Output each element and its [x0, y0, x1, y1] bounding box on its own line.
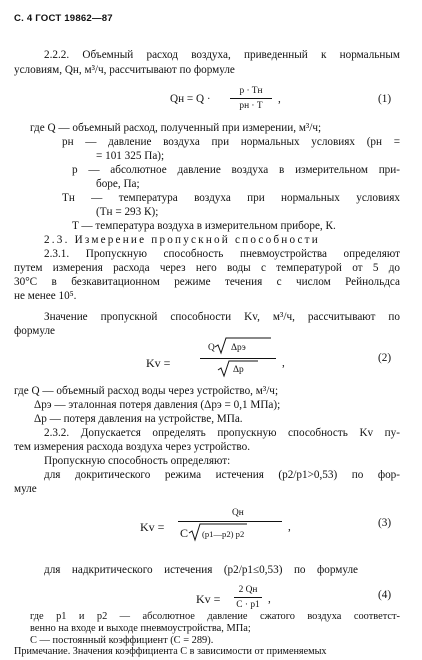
note-text-1: Примечание. Значения коэффициента C в зависимости от применяемых [14, 646, 327, 657]
where1-line: pн — давление воздуха при нормальных условиях (pн = [62, 136, 400, 148]
formula-3-denominator-c: C [180, 526, 189, 540]
s232-line: 2.3.2. Допускается определять пропускную способность Kv пу- [44, 427, 400, 439]
kv-intro-line: формуле [14, 325, 55, 337]
formula-2-lhs: Kv = [146, 356, 171, 370]
formula-1-numerator: p · Tн [239, 86, 263, 96]
s222-line1: 2.2.2. Объемный расход воздуха, приведенный к нормальным [44, 49, 400, 61]
formula-1-fraction [228, 84, 274, 114]
formula-2-number: (2) [378, 352, 392, 364]
formula-1-number: (1) [378, 93, 392, 105]
where1-line: p — абсолютное давление воздуха в измерительном при- [72, 164, 400, 176]
radical-sign-icon [215, 336, 275, 354]
where4-line: C — постоянный коэффициент (C = 289). [30, 635, 214, 646]
s232-line: муле [14, 483, 37, 495]
kv-intro-line: Значение пропускной способности Kv, м³/ч, рассчитывают по [44, 311, 400, 323]
s231-line: не менее 10⁵. [14, 290, 77, 302]
s232-line: Пропускную способность определяют: [44, 455, 231, 467]
s231-line: 30°С в безкавитационном режиме течения с числом Рейнольдса [14, 276, 400, 288]
formula-3-tail: , [288, 521, 291, 533]
formula-4-number: (4) [378, 589, 392, 601]
s232-line: тем измерения расхода воздуха через устройство. [14, 441, 250, 453]
formula-3-denominator-radicand: (p1—p2) p2 [202, 529, 245, 539]
formula-1-lhs: Qн = Q · [170, 93, 211, 105]
s231-line: 2.3.1. Пропускную способность пневмоустройства определяют [44, 248, 400, 260]
formula-3-numerator: Qн [232, 508, 244, 518]
s232-line: для докритического режима истечения (p2/p1>0,53) по фор- [44, 469, 400, 481]
s231-line: путем измерения расхода через него воды с температурой от 5 до [14, 262, 400, 274]
formula-1-tail: , [278, 93, 281, 105]
where2-line: Δpэ — эталонная потеря давления (Δpэ = 0,1 МПа); [34, 399, 281, 411]
formula-3-number: (3) [378, 517, 392, 529]
formula-2-numerator-q: Q [208, 343, 215, 353]
where2-line: где Q — объемный расход воды через устройство, м³/ч; [14, 385, 279, 397]
s222-line2: условиям, Qн, м³/ч, рассчитывают по формуле [14, 64, 235, 76]
note-line [14, 646, 406, 658]
where1-line: = 101 325 Па); [96, 150, 165, 162]
formula-2-denominator-radicand: Δp [233, 365, 244, 375]
where2-line: Δp — потеря давления на устройстве, МПа. [34, 413, 243, 425]
formula-4-tail: , [268, 593, 271, 605]
section-2-3-heading: 2.3. Измерение пропускной способности [44, 234, 320, 246]
standard-id: ГОСТ 19862—87 [35, 13, 113, 24]
page-number: С. 4 [14, 13, 33, 24]
formula-4-numerator: 2 Qн [238, 585, 258, 595]
formula-3-lhs: Kv = [140, 520, 165, 534]
where4-line: венно на входе и выходе пневмоустройства, МПа; [30, 623, 251, 634]
formula-2-numerator-radicand: Δpэ [231, 343, 246, 353]
formula-2-tail: , [282, 357, 285, 369]
where1-line: T — температура воздуха в измерительном приборе, К. [72, 220, 336, 232]
formula-4-lhs: Kv = [196, 592, 221, 606]
formula-4-denominator: C · p1 [236, 600, 260, 611]
where1-line: (Tн = 293 К); [96, 206, 159, 218]
where4-line: где p1 и p2 — абсолютное давление сжатого воздуха соответст- [30, 611, 400, 622]
where1-line: боре, Па; [96, 178, 140, 190]
formula-4-fraction [232, 583, 264, 613]
supercritical-line: для надкритического истечения (p2/p1≤0,53) по формуле [44, 564, 358, 576]
formula-1-denominator: pн · T [239, 101, 263, 112]
page-header [14, 12, 113, 26]
where1-line: Tн — температура воздуха при нормальных условиях [62, 192, 400, 204]
where1-line: где Q — объемный расход, полученный при измерении, м³/ч; [30, 122, 322, 134]
